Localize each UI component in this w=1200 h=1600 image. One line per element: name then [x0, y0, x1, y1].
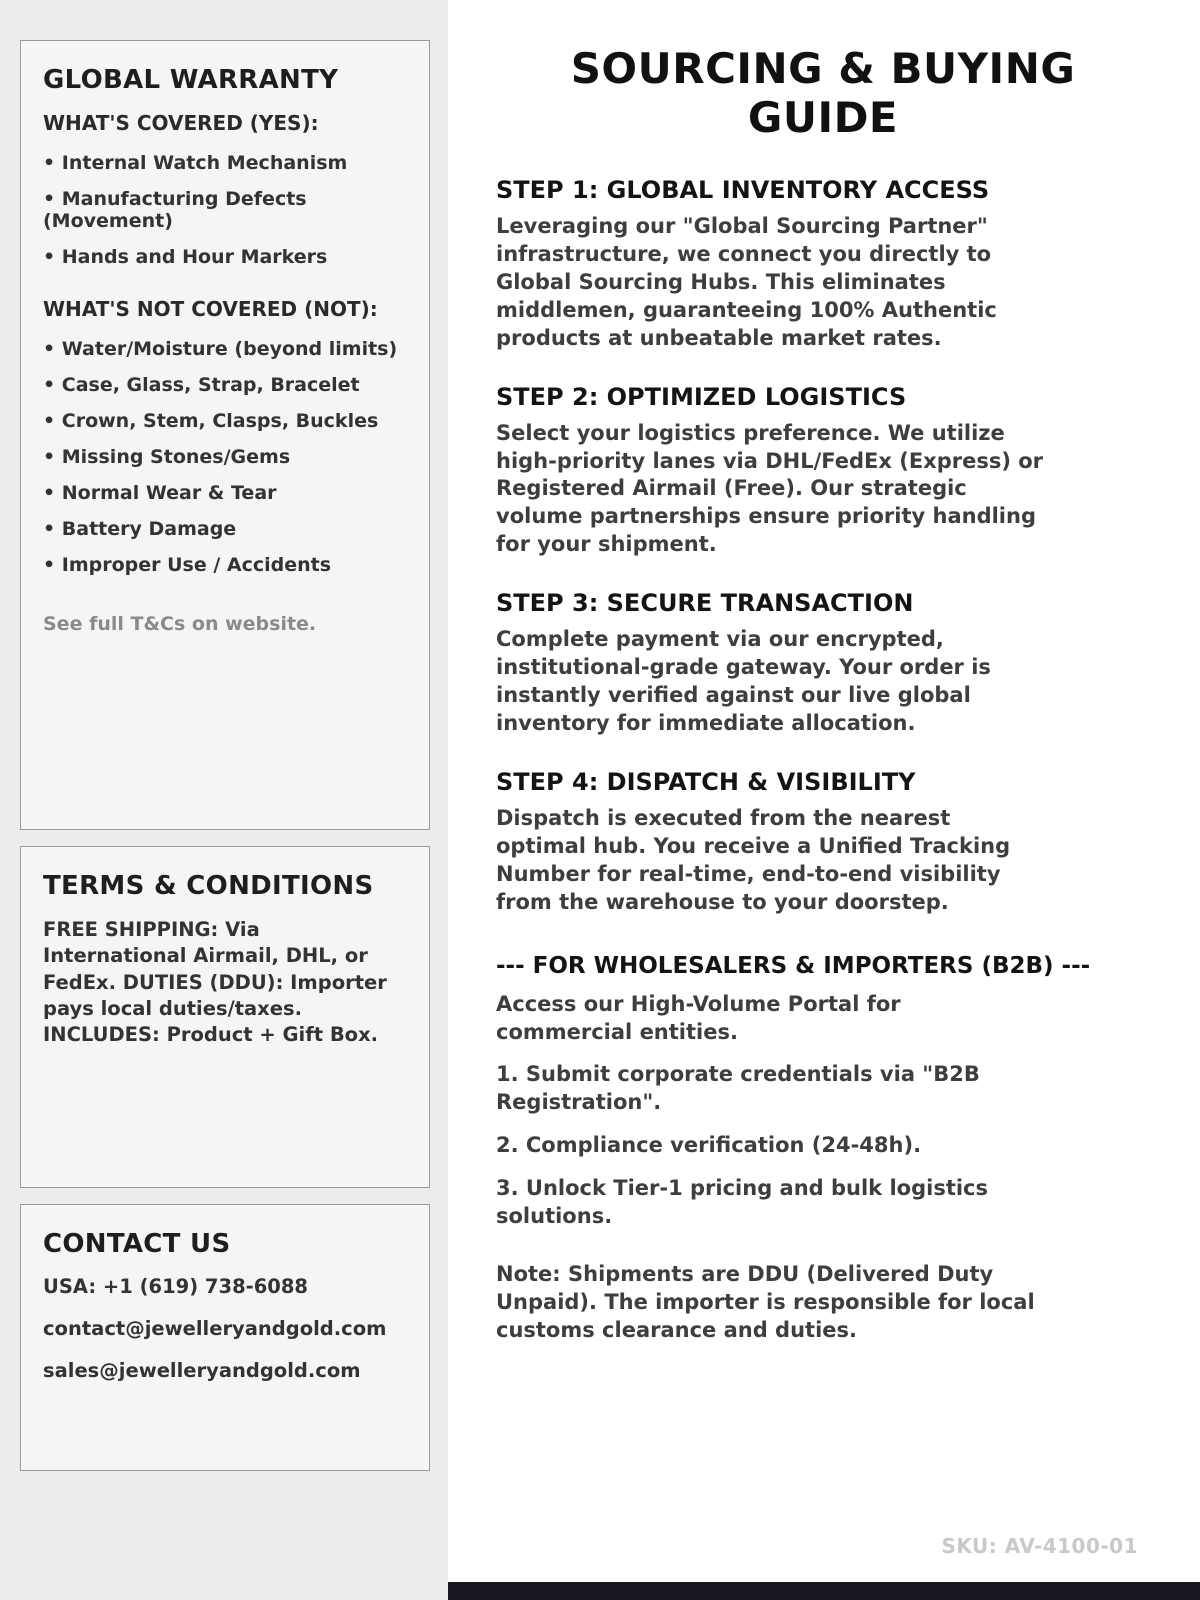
- not-covered-list: [43, 331, 407, 583]
- not-covered-item: • Case, Glass, Strap, Bracelet: [43, 367, 407, 403]
- b2b-note: Note: Shipments are DDU (Delivered Duty Unpaid). The importer is responsible for local customs clearance and duties.: [496, 1262, 1035, 1342]
- step-3-heading: STEP 3: SECURE TRANSACTION: [496, 589, 914, 618]
- sidebar: [0, 0, 448, 1600]
- contact-phone: USA: +1 (619) 738-6088: [43, 1275, 309, 1298]
- not-covered-item: • Missing Stones/Gems: [43, 439, 407, 475]
- covered-item: • Hands and Hour Markers: [43, 239, 407, 275]
- contact-panel: [20, 1204, 430, 1471]
- covered-item: • Internal Watch Mechanism: [43, 145, 407, 181]
- terms-title: TERMS & CONDITIONS: [43, 871, 374, 901]
- contact-title: CONTACT US: [43, 1229, 231, 1259]
- step-4: [496, 768, 1150, 917]
- warranty-panel: [20, 40, 430, 830]
- warranty-title: GLOBAL WARRANTY: [43, 65, 339, 95]
- step-1-body: Leveraging our "Global Sourcing Partner" infrastructure, we connect you directly to Global Sourcing Hubs. This eliminates middlemen, guaranteeing 100% Authentic products at unbeatable market rates.: [496, 214, 997, 350]
- covered-item: • Manufacturing Defects (Movement): [43, 181, 407, 239]
- step-3-body: Complete payment via our encrypted, institutional-grade gateway. Your order is instantly verified against our live global inventory for immediate allocation.: [496, 627, 991, 735]
- step-2: [496, 383, 1150, 560]
- b2b-item-2: 2. Compliance verification (24-48h).: [496, 1133, 922, 1158]
- covered-subtitle: WHAT'S COVERED (YES):: [43, 111, 319, 135]
- footer-bar: [448, 1582, 1200, 1600]
- step-2-heading: STEP 2: OPTIMIZED LOGISTICS: [496, 382, 907, 411]
- step-4-heading: STEP 4: DISPATCH & VISIBILITY: [496, 767, 916, 796]
- b2b-section: [496, 953, 1150, 1345]
- not-covered-item: • Improper Use / Accidents: [43, 547, 407, 583]
- b2b-intro: Access our High-Volume Portal for commercial entities.: [496, 991, 901, 1044]
- step-3: [496, 589, 1150, 738]
- step-1-heading: STEP 1: GLOBAL INVENTORY ACCESS: [496, 176, 990, 204]
- not-covered-subtitle: WHAT'S NOT COVERED (NOT):: [43, 297, 378, 321]
- b2b-item-1: 1. Submit corporate credentials via "B2B Registration".: [496, 1062, 980, 1115]
- warranty-footnote: See full T&Cs on website.: [43, 613, 317, 635]
- not-covered-item: • Crown, Stem, Clasps, Buckles: [43, 403, 407, 439]
- terms-panel: [20, 846, 430, 1188]
- page-title: SOURCING & BUYING GUIDE: [570, 44, 1076, 142]
- step-4-body: Dispatch is executed from the nearest optimal hub. You receive a Unified Tracking Number for real-time, end-to-end visibility from the warehouse to your doorstep.: [496, 805, 1011, 914]
- sku-label: SKU: AV-4100-01: [941, 1534, 1138, 1558]
- main-content: [448, 0, 1200, 1600]
- b2b-heading: --- FOR WHOLESALERS & IMPORTERS (B2B) ---: [496, 952, 1091, 979]
- covered-list: [43, 145, 407, 275]
- not-covered-item: • Water/Moisture (beyond limits): [43, 331, 407, 367]
- contact-email-primary: contact@jewelleryandgold.com: [43, 1317, 387, 1340]
- not-covered-item: • Normal Wear & Tear: [43, 475, 407, 511]
- contact-email-sales: sales@jewelleryandgold.com: [43, 1359, 361, 1382]
- step-2-body: Select your logistics preference. We utilize high-priority lanes via DHL/FedEx (Express) or Registered Airmail (Free). Our strategic volume partnerships ensure priority handling for your shipment.: [496, 420, 1044, 557]
- terms-body: FREE SHIPPING: Via International Airmail, DHL, or FedEx. DUTIES (DDU): Importer pays local duties/taxes. INCLUDES: Product + Gift Box.: [43, 918, 387, 1047]
- step-1: [496, 176, 1150, 353]
- b2b-item-3: 3. Unlock Tier-1 pricing and bulk logistics solutions.: [496, 1176, 989, 1229]
- not-covered-item: • Battery Damage: [43, 511, 407, 547]
